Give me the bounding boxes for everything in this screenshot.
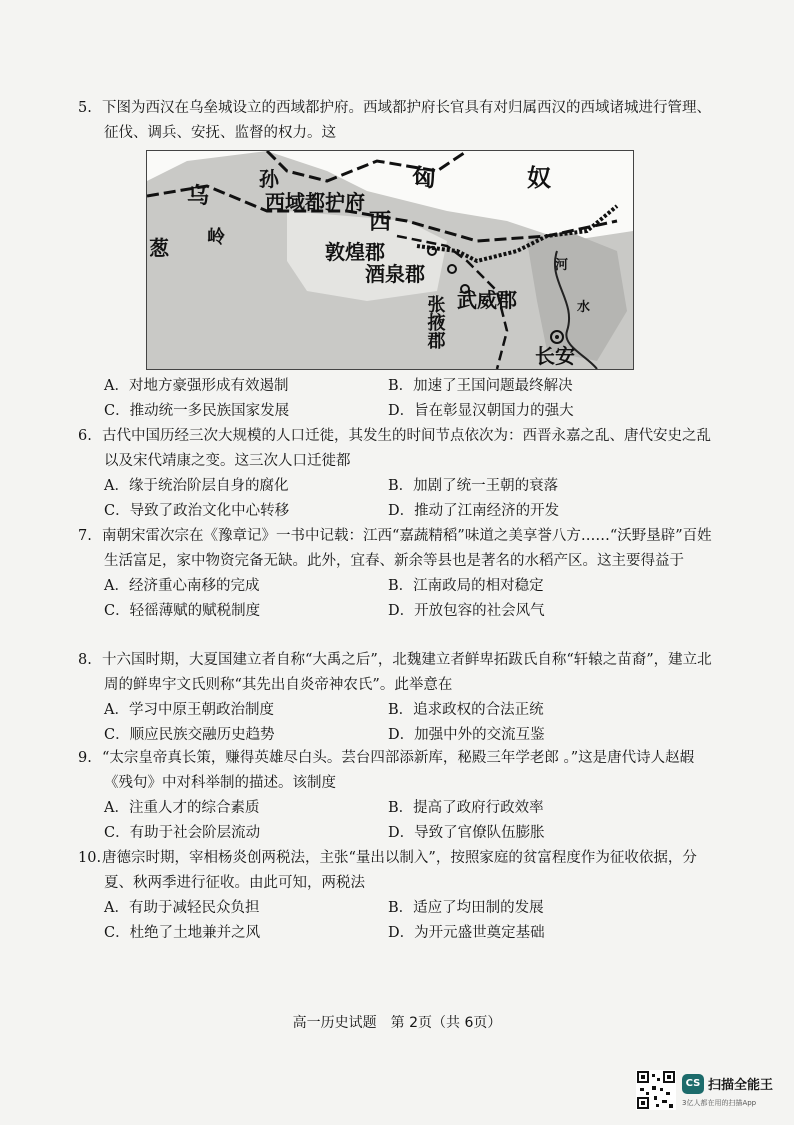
label-ling: 岭 xyxy=(207,227,225,248)
label-changan: 长安 xyxy=(535,344,575,368)
label-xi: 西 xyxy=(369,210,392,235)
option-b: B．江南政局的相对稳定 xyxy=(388,578,544,594)
label-xiong: 匈 xyxy=(412,164,436,192)
option-b: B．加速了王国问题最终解决 xyxy=(388,378,573,394)
option-a: A．经济重心南移的完成 xyxy=(104,578,260,594)
option-a: A．注重人才的综合素质 xyxy=(104,800,260,816)
label-duhufu: 西域都护府 xyxy=(265,190,365,214)
question-stem: 唐德宗时期，宰相杨炎创两税法，主张“量出以制入”，按照家庭的贫富程度作为征收依据，分夏、秋两季进行征收。由此可知，两税法 xyxy=(102,850,697,891)
option-b: B．加剧了统一王朝的衰落 xyxy=(388,478,559,494)
label-wuwei: 武威郡 xyxy=(457,288,517,312)
question-5 xyxy=(78,96,718,146)
option-d: D．加强中外的交流互鉴 xyxy=(388,727,545,743)
option-c: C．有助于社会阶层流动 xyxy=(104,825,261,841)
label-nu: 奴 xyxy=(527,164,551,192)
option-c: C．顺应民族交融历史趋势 xyxy=(104,727,275,743)
option-d: D．旨在彰显汉朝国力的强大 xyxy=(388,403,574,419)
option-c: C．杜绝了土地兼并之风 xyxy=(104,925,261,941)
question-6 xyxy=(78,424,718,524)
scanner-tagline: 3亿人都在用的扫描App xyxy=(682,1099,757,1107)
question-stem: 南朝宋雷次宗在《豫章记》一书中记载：江西“嘉蔬精稻”味道之美享誉八方……“沃野垦辟”百姓生活富足，家中物资完备无缺。此外，宜春、新余等县也是著名的水稻产区。这主要得益于 xyxy=(102,528,712,569)
question-stem: 十六国时期，大夏国建立者自称“大禹之后”，北魏建立者鲜卑拓跋氏自称“轩辕之苗裔”，建立北周的鲜卑宇文氏则称“其先出自炎帝神农氏”。此举意在 xyxy=(102,652,712,693)
question-9 xyxy=(78,746,718,846)
question-5-options xyxy=(78,374,718,424)
option-c: C．导致了政治文化中心转移 xyxy=(104,503,290,519)
option-d: D．导致了官僚队伍膨胀 xyxy=(388,825,545,841)
option-c: C．轻徭薄赋的赋税制度 xyxy=(104,603,261,619)
option-b: B．适应了均田制的发展 xyxy=(388,900,544,916)
camscanner-logo-icon: CS xyxy=(682,1074,704,1094)
option-b: B．追求政权的合法正统 xyxy=(388,702,544,718)
label-zhangye: 张掖郡 xyxy=(424,295,446,349)
question-number: 5. xyxy=(78,100,92,116)
option-d: D．推动了江南经济的开发 xyxy=(388,503,560,519)
question-number: 6. xyxy=(78,428,92,444)
option-a: A．对地方豪强形成有效遏制 xyxy=(104,378,289,394)
question-stem: 下图为西汉在乌垒城设立的西域都护府。西域都护府长官具有对归属西汉的西域诸城进行管理、征伐、调兵、安抚、监督的权力。这 xyxy=(102,100,711,141)
label-cong: 葱 xyxy=(149,236,169,260)
qr-code-icon xyxy=(636,1070,676,1110)
question-number: 7. xyxy=(78,528,92,544)
question-stem: “太宗皇帝真长策，赚得英雄尽白头。芸台四部添新库，秘殿三年学老郎 。”这是唐代诗人赵嘏《残句》中对科举制的描述。该制度 xyxy=(102,750,695,791)
scanner-app-name: 扫描全能王 xyxy=(708,1078,774,1093)
option-d: D．为开元盛世奠定基础 xyxy=(388,925,545,941)
question-7 xyxy=(78,524,718,624)
page-footer: 高一历史试题 第 2页（共 6页） xyxy=(292,1015,502,1031)
option-a: A．缘于统治阶层自身的腐化 xyxy=(104,478,289,494)
question-number: 8. xyxy=(78,652,92,668)
option-a: A．有助于减轻民众负担 xyxy=(104,900,260,916)
option-a: A．学习中原王朝政治制度 xyxy=(104,702,274,718)
map-figure xyxy=(147,151,633,369)
question-8 xyxy=(78,648,718,748)
question-number: 9. xyxy=(78,750,92,766)
label-dunhuang: 敦煌郡 xyxy=(325,240,385,264)
question-10 xyxy=(78,846,718,946)
option-c: C．推动统一多民族国家发展 xyxy=(104,403,290,419)
question-number: 10. xyxy=(78,850,102,866)
option-d: D．开放包容的社会风气 xyxy=(388,603,545,619)
scanner-watermark xyxy=(636,1070,786,1114)
option-b: B．提高了政府行政效率 xyxy=(388,800,544,816)
label-he: 河 xyxy=(555,258,569,273)
western-han-map xyxy=(146,150,634,370)
label-sun: 孙 xyxy=(259,167,279,191)
label-shui: 水 xyxy=(577,300,591,315)
question-stem: 古代中国历经三次大规模的人口迁徙，其发生的时间节点依次为：西晋永嘉之乱、唐代安史之乱以及宋代靖康之变。这三次人口迁徙都 xyxy=(102,428,711,469)
label-jiuquan: 酒泉郡 xyxy=(365,262,425,286)
label-wu: 乌 xyxy=(187,184,210,209)
